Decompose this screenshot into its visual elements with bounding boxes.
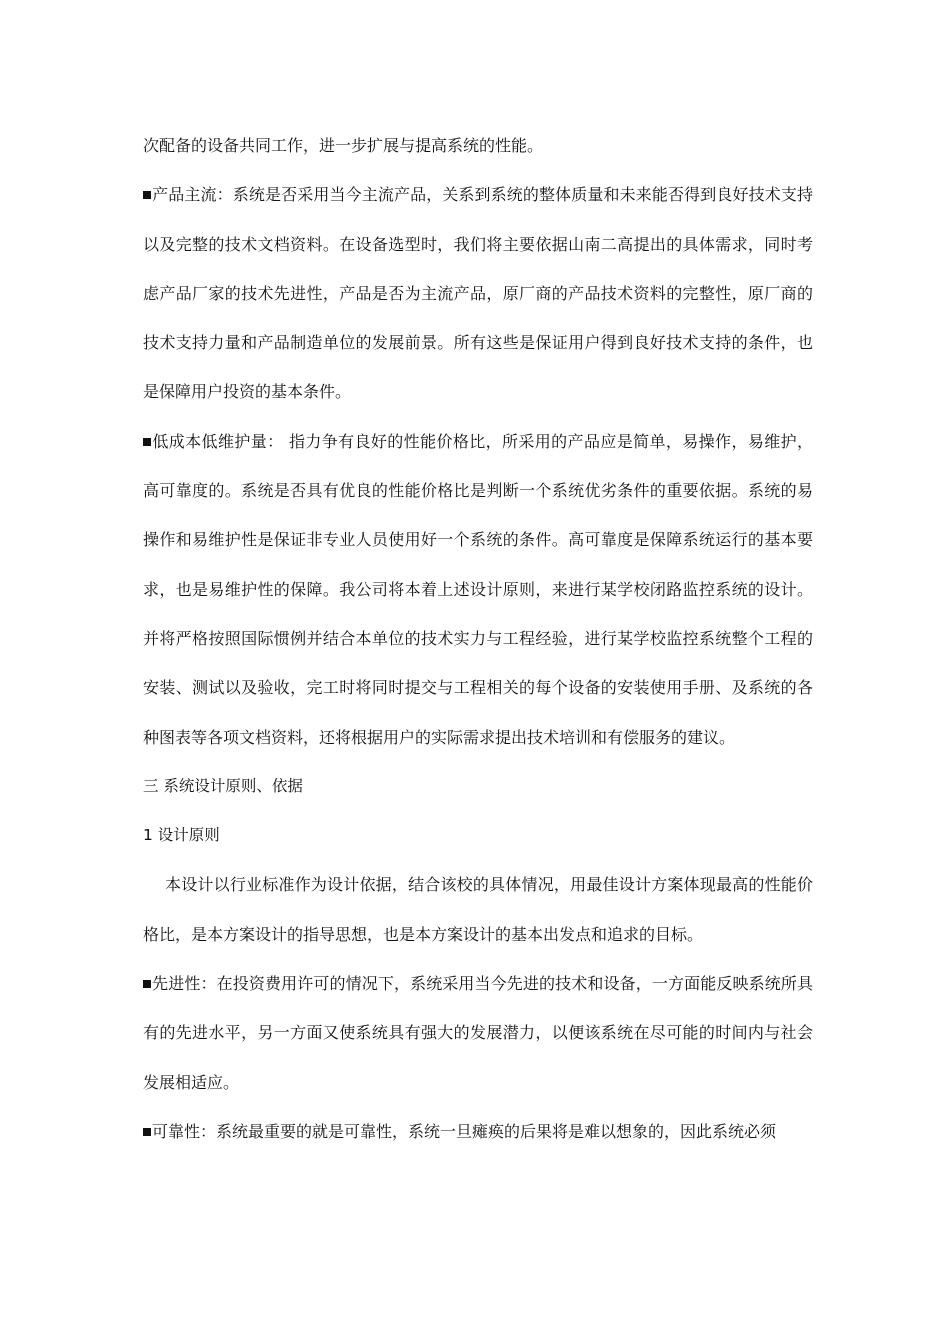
paragraph-text: 次配备的设备共同工作，进一步扩展与提高系统的性能。	[143, 136, 544, 155]
square-bullet-icon	[143, 980, 151, 988]
paragraph-text: 本设计以行业标准作为设计依据，结合该校的具体情况，用最佳设计方案体现最高的性能价格比，是本方案设计的指导思想，也是本方案设计的基本出发点和追求的目标。	[143, 875, 813, 944]
paragraph-mainstream-products	[143, 170, 813, 416]
paragraph-low-cost-maintenance	[143, 417, 813, 762]
square-bullet-icon	[143, 191, 151, 199]
paragraph-text: 先进性：在投资费用许可的情况下，系统采用当今先进的技术和设备，一方面能反映系统所具有的先进水平，另一方面又使系统具有强大的发展潜力，以便该系统在尽可能的时间内与社会发展相适应。	[143, 974, 813, 1092]
square-bullet-icon	[143, 1128, 151, 1136]
subsection-heading	[143, 811, 813, 860]
paragraph-text: 低成本低维护量： 指力争有良好的性能价格比，所采用的产品应是简单，易操作，易维护，高可靠度的。系统是否具有优良的性能价格比是判断一个系统优劣条件的重要依据。系统的易操作和易维护性是保证非专业人员使用好一个系统的条件。高可靠度是保障系统运行的基本要求，也是易维护性的保障。我公司将本着上述设计原则，来进行某学校闭路监控系统的设计。并将严格按照国际惯例并结合本单位的技术实力与工程经验，进行某学校监控系统整个工程的安装、测试以及验收，完工时将同时提交与工程相关的每个设备的安装使用手册、及系统的各种图表等各项文档资料，还将根据用户的实际需求提出技术培训和有偿服务的建议。	[143, 431, 813, 747]
heading-text: 三 系统设计原则、依据	[143, 776, 303, 795]
paragraph-reliability	[143, 1107, 813, 1156]
paragraph-advanced	[143, 959, 813, 1107]
document-body	[143, 121, 813, 1156]
paragraph-text: 可靠性：系统最重要的就是可靠性，系统一旦瘫痪的后果将是难以想象的，因此系统必须	[152, 1121, 777, 1141]
heading-text: 1 设计原则	[143, 826, 220, 845]
section-heading	[143, 762, 813, 811]
paragraph-continuation	[143, 121, 813, 170]
paragraph-text: 产品主流：系统是否采用当今主流产品，关系到系统的整体质量和未来能否得到良好技术支持以及完整的技术文档资料。在设备选型时，我们将主要依据山南二高提出的具体需求，同时考虑产品厂家的技术先进性，产品是否为主流产品，原厂商的产品技术资料的完整性，原厂商的技术支持力量和产品制造单位的发展前景。所有这些是保证用户得到良好技术支持的条件，也是保障用户投资的基本条件。	[143, 185, 813, 402]
paragraph-design-intro	[143, 860, 813, 959]
square-bullet-icon	[143, 438, 151, 446]
